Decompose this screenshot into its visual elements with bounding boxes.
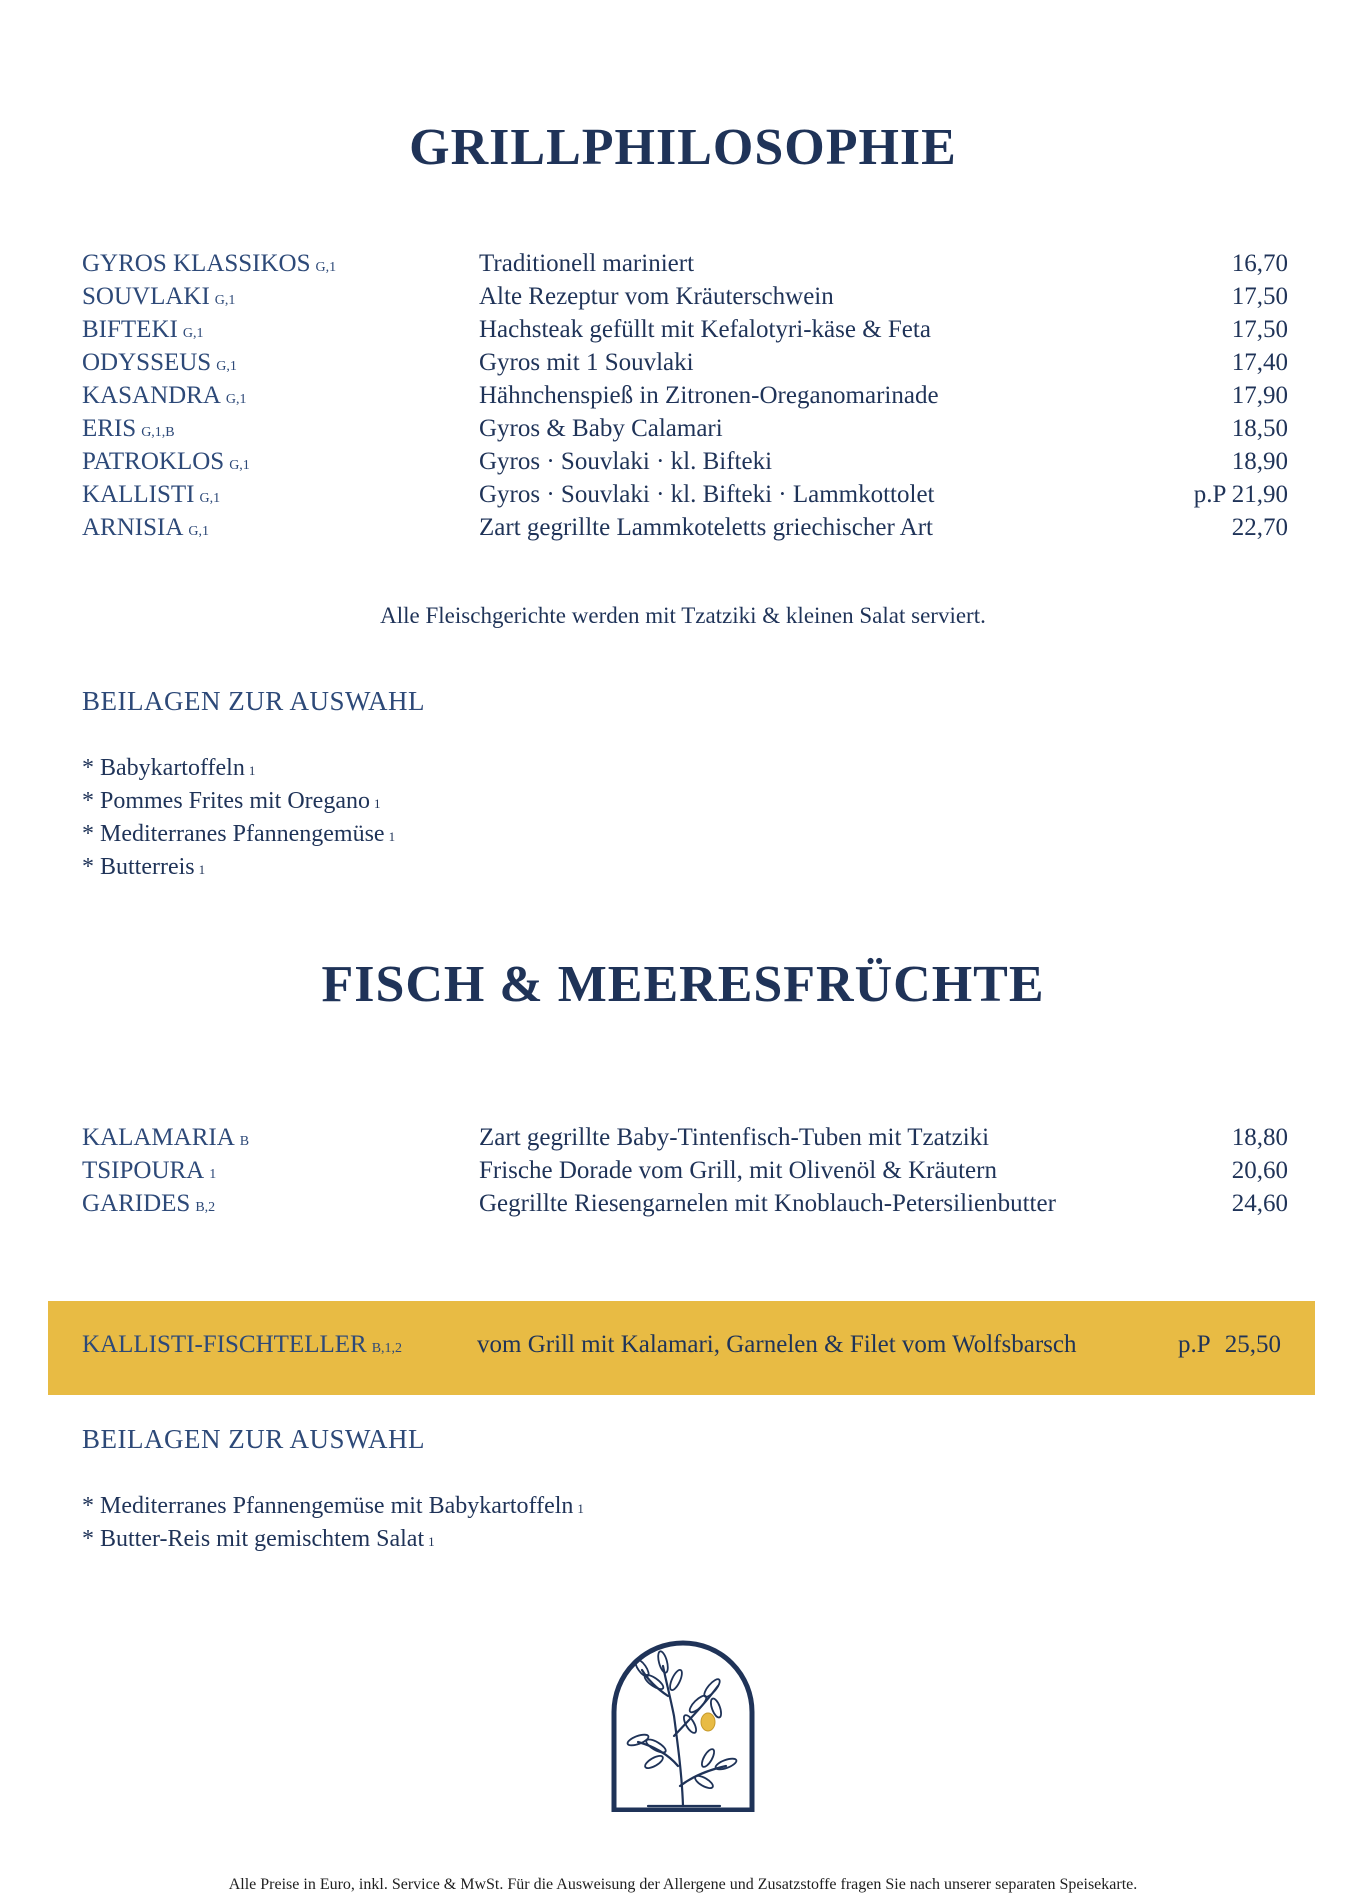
item-description: Gyros mit 1 Souvlaki [479,349,694,376]
menu-item [82,514,1288,546]
highlight-per-person: p.P [1178,1331,1211,1358]
item-price: 17,50 [1231,316,1288,343]
item-price: 16,70 [1231,250,1288,277]
side-item: * Babykartoffeln 1 [82,755,256,781]
item-name: BIFTEKI G,1 [82,316,204,343]
menu-item [82,250,1288,282]
sides-heading: BEILAGEN ZUR AUSWAHL [82,686,425,716]
item-description: Zart gegrillte Baby-Tintenfisch-Tuben mit Tzatziki [479,1124,990,1151]
item-description: Gyros & Baby Calamari [479,415,723,442]
side-item: * Butterreis 1 [82,854,206,880]
item-price: 17,50 [1231,283,1288,310]
item-description: Traditionell mariniert [479,250,695,277]
side-item: * Pommes Frites mit Oregano 1 [82,788,381,814]
item-description: Zart gegrillte Lammkoteletts griechischer Art [479,514,934,541]
item-name: GYROS KLASSIKOS G,1 [82,250,337,277]
item-price: 18,50 [1231,415,1288,442]
item-description: Hachsteak gefüllt mit Kefalotyri-käse & Feta [479,316,931,343]
item-name: ODYSSEUS G,1 [82,349,237,376]
item-description: Gegrillte Riesengarnelen mit Knoblauch-Petersilienbutter [479,1190,1056,1217]
highlight-item-price: 25,50 [1224,1331,1281,1358]
section-title-grill: GRILLPHILOSOPHIE [409,119,957,176]
side-item: * Butter-Reis mit gemischtem Salat 1 [82,1526,435,1552]
item-description: Alte Rezeptur vom Kräuterschwein [479,283,834,310]
menu-item [82,1124,1288,1156]
item-price: p.P 21,90 [1193,481,1288,508]
menu-item [82,1190,1288,1222]
item-price: 18,90 [1231,448,1288,475]
item-price: 20,60 [1231,1157,1288,1184]
highlight-band [48,1301,1315,1395]
item-description: Gyros · Souvlaki · kl. Bifteki [479,448,773,475]
item-price: 17,40 [1231,349,1288,376]
sides-heading: BEILAGEN ZUR AUSWAHL [82,1424,425,1454]
menu-item [82,316,1288,348]
item-price: 17,90 [1231,382,1288,409]
side-item: * Mediterranes Pfannengemüse mit Babykartoffeln 1 [82,1493,584,1519]
item-name: KALAMARIA B [82,1124,250,1151]
menu-item [82,448,1288,480]
item-name: KASANDRA G,1 [82,382,247,409]
item-name: KALLISTI G,1 [82,481,221,508]
item-name: SOUVLAKI G,1 [82,283,236,310]
menu-item [82,382,1288,414]
section-title-fish: FISCH & MEERESFRÜCHTE [321,956,1045,1013]
item-name: ARNISIA G,1 [82,514,210,541]
menu-item [82,349,1288,381]
item-description: Hähnchenspieß in Zitronen-Oreganomarinade [479,382,939,409]
item-name: TSIPOURA 1 [82,1157,217,1184]
footer-note: Alle Preise in Euro, inkl. Service & MwSt. Für die Ausweisung der Allergene und Zusatzstoffe fragen Sie nach unserer separaten Speisekarte. [228,1876,1138,1893]
side-item: * Mediterranes Pfannengemüse 1 [82,821,396,847]
item-name: ERIS G,1,B [82,415,175,442]
highlight-item-name: KALLISTI-FISCHTELLER B,1,2 [82,1331,403,1358]
item-description: Frische Dorade vom Grill, mit Olivenöl & Kräutern [479,1157,997,1184]
highlight-item-description: vom Grill mit Kalamari, Garnelen & Filet vom Wolfsbarsch [477,1331,1077,1358]
serving-note: Alle Fleischgerichte werden mit Tzatziki & kleinen Salat serviert. [380,603,986,628]
menu-item [82,1157,1288,1189]
item-price: 22,70 [1231,514,1288,541]
item-price: 18,80 [1231,1124,1288,1151]
menu-item [82,283,1288,315]
item-name: GARIDES B,2 [82,1190,216,1217]
item-price: 24,60 [1231,1190,1288,1217]
item-name: PATROKLOS G,1 [82,448,250,475]
item-description: Gyros · Souvlaki · kl. Bifteki · Lammkottolet [479,481,935,508]
menu-item [82,481,1288,513]
olive-branch-arch-icon [608,1636,758,1812]
menu-item [82,415,1288,447]
